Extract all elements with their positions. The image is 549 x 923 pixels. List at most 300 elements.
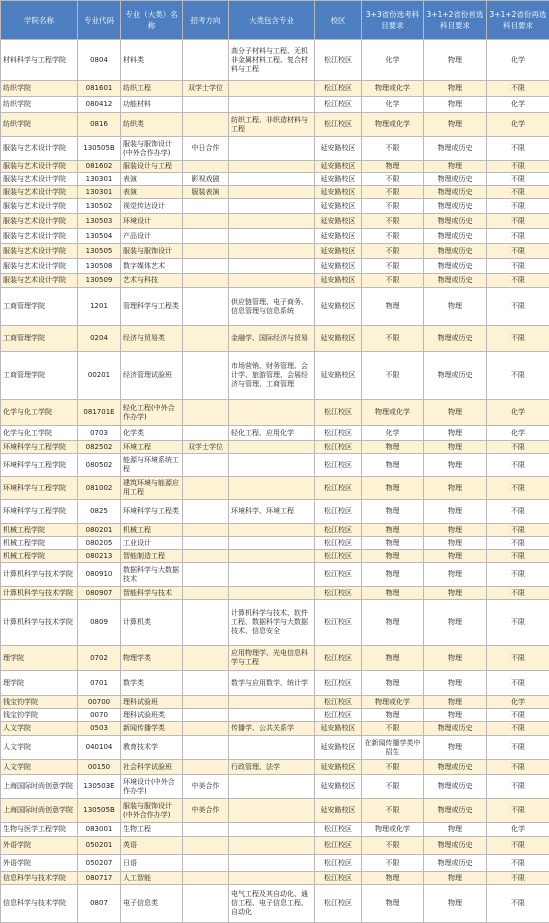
cell-major-name: 物理学类 xyxy=(121,646,183,671)
cell-req-33: 物理 xyxy=(362,709,424,722)
cell-direction xyxy=(183,288,229,326)
cell-req-33: 物理或化学 xyxy=(362,113,424,137)
cell-major-code: 130301 xyxy=(78,186,121,199)
cell-direction xyxy=(183,229,229,244)
cell-req-312-first: 物理 xyxy=(424,454,487,477)
cell-college: 工商管理学院 xyxy=(1,288,78,326)
cell-req-312-first: 物理 xyxy=(424,113,487,137)
cell-direction xyxy=(183,855,229,872)
cell-campus: 延安路校区 xyxy=(315,259,362,274)
header-college: 学院名称 xyxy=(1,1,78,40)
cell-req-312-first: 物理或历史 xyxy=(424,173,487,186)
cell-req-312-first: 物理或历史 xyxy=(424,352,487,400)
cell-req-312-second: 不限 xyxy=(487,352,549,400)
cell-req-33: 物理 xyxy=(362,288,424,326)
cell-included-majors: 数学与应用数学、统计学 xyxy=(229,671,315,696)
cell-included-majors xyxy=(229,81,315,97)
cell-req-33: 不限 xyxy=(362,855,424,872)
cell-college: 信息科学与技术学院 xyxy=(1,872,78,885)
cell-req-312-second: 不限 xyxy=(487,326,549,352)
cell-req-33: 物理 xyxy=(362,885,424,923)
cell-major-code: 0807 xyxy=(78,885,121,923)
cell-campus: 松江校区 xyxy=(315,426,362,441)
cell-major-name: 电子信息类 xyxy=(121,885,183,923)
cell-campus: 松江校区 xyxy=(315,113,362,137)
cell-req-312-first: 物理或历史 xyxy=(424,244,487,259)
cell-req-312-first: 物理 xyxy=(424,709,487,722)
cell-campus: 松江校区 xyxy=(315,600,362,646)
cell-campus: 松江校区 xyxy=(315,885,362,923)
cell-major-code: 0804 xyxy=(78,40,121,81)
cell-major-name: 社会科学试验班 xyxy=(121,760,183,775)
cell-major-name: 理科试验班类 xyxy=(121,709,183,722)
cell-included-majors xyxy=(229,400,315,426)
table-row xyxy=(1,477,549,500)
cell-campus: 延安路校区 xyxy=(315,274,362,288)
cell-req-312-second: 不限 xyxy=(487,137,549,161)
cell-college: 外语学院 xyxy=(1,855,78,872)
cell-direction: 服装表演 xyxy=(183,186,229,199)
cell-college: 服装与艺术设计学院 xyxy=(1,186,78,199)
cell-major-code: 080213 xyxy=(78,550,121,563)
cell-req-33: 物理 xyxy=(362,477,424,500)
cell-direction xyxy=(183,524,229,537)
cell-major-name: 产品设计 xyxy=(121,229,183,244)
cell-req-312-first: 物理 xyxy=(424,537,487,550)
cell-campus: 延安路校区 xyxy=(315,161,362,173)
cell-req-312-second: 不限 xyxy=(487,885,549,923)
cell-req-312-first: 物理 xyxy=(424,646,487,671)
cell-req-312-second: 不限 xyxy=(487,855,549,872)
cell-major-code: 080201 xyxy=(78,524,121,537)
cell-req-33: 不限 xyxy=(362,775,424,799)
cell-college: 服装与艺术设计学院 xyxy=(1,173,78,186)
cell-req-312-second: 化学 xyxy=(487,400,549,426)
cell-major-code: 0809 xyxy=(78,600,121,646)
cell-req-312-first: 物理 xyxy=(424,40,487,81)
cell-major-code: 080907 xyxy=(78,587,121,600)
table-row xyxy=(1,872,549,885)
cell-direction xyxy=(183,722,229,736)
cell-direction: 中美合作 xyxy=(183,775,229,799)
cell-college: 上海国际时尚创意学院 xyxy=(1,775,78,799)
cell-req-33: 不限 xyxy=(362,326,424,352)
cell-direction: 影视戏剧 xyxy=(183,173,229,186)
cell-req-312-second: 不限 xyxy=(487,199,549,214)
cell-included-majors xyxy=(229,736,315,760)
table-row xyxy=(1,885,549,923)
cell-included-majors xyxy=(229,823,315,837)
cell-req-312-second: 不限 xyxy=(487,537,549,550)
table-row xyxy=(1,671,549,696)
cell-req-312-first: 物理 xyxy=(424,550,487,563)
cell-major-code: 081002 xyxy=(78,477,121,500)
table-row xyxy=(1,40,549,81)
cell-included-majors: 金融学、国际经济与贸易 xyxy=(229,326,315,352)
cell-req-312-first: 物理或历史 xyxy=(424,199,487,214)
cell-req-312-first: 物理 xyxy=(424,400,487,426)
cell-major-code: 130503E xyxy=(78,775,121,799)
cell-req-33: 不限 xyxy=(362,259,424,274)
cell-college: 工商管理学院 xyxy=(1,352,78,400)
table-row xyxy=(1,500,549,524)
cell-included-majors xyxy=(229,550,315,563)
cell-req-312-first: 物理 xyxy=(424,823,487,837)
cell-req-33: 物理 xyxy=(362,600,424,646)
table-row xyxy=(1,113,549,137)
cell-req-312-first: 物理 xyxy=(424,587,487,600)
cell-major-code: 0503 xyxy=(78,722,121,736)
cell-req-33: 物理 xyxy=(362,441,424,454)
cell-campus: 延安路校区 xyxy=(315,244,362,259)
cell-included-majors xyxy=(229,775,315,799)
cell-campus: 延安路校区 xyxy=(315,352,362,400)
cell-college: 理学院 xyxy=(1,646,78,671)
cell-direction xyxy=(183,40,229,81)
cell-major-name: 服装与服饰设计(中外合作办学) xyxy=(121,799,183,823)
table-row xyxy=(1,696,549,709)
cell-campus: 松江校区 xyxy=(315,477,362,500)
cell-campus: 延安路校区 xyxy=(315,736,362,760)
cell-major-code: 080717 xyxy=(78,872,121,885)
cell-campus: 松江校区 xyxy=(315,537,362,550)
cell-req-33: 不限 xyxy=(362,244,424,259)
cell-req-312-first: 物理 xyxy=(424,885,487,923)
cell-req-312-second: 化学 xyxy=(487,40,549,81)
cell-included-majors: 行政管理、法学 xyxy=(229,760,315,775)
cell-major-code: 130301 xyxy=(78,173,121,186)
cell-req-312-second: 不限 xyxy=(487,722,549,736)
cell-college: 纺织学院 xyxy=(1,113,78,137)
cell-direction xyxy=(183,709,229,722)
cell-direction xyxy=(183,736,229,760)
cell-direction xyxy=(183,113,229,137)
cell-direction xyxy=(183,646,229,671)
cell-req-33: 物理 xyxy=(362,587,424,600)
header-campus: 校区 xyxy=(315,1,362,40)
cell-req-33: 物理或化学 xyxy=(362,400,424,426)
cell-included-majors: 计算机科学与技术、软件工程、数据科学与大数据技术、信息安全 xyxy=(229,600,315,646)
cell-req-33: 物理 xyxy=(362,646,424,671)
cell-included-majors xyxy=(229,537,315,550)
cell-major-name: 视觉传达设计 xyxy=(121,199,183,214)
cell-included-majors xyxy=(229,872,315,885)
table-row xyxy=(1,326,549,352)
table-row xyxy=(1,274,549,288)
cell-req-312-first: 物理 xyxy=(424,696,487,709)
table-row xyxy=(1,722,549,736)
cell-req-312-second: 不限 xyxy=(487,736,549,760)
cell-college: 机械工程学院 xyxy=(1,550,78,563)
cell-direction xyxy=(183,823,229,837)
cell-college: 机械工程学院 xyxy=(1,537,78,550)
table-row xyxy=(1,97,549,113)
cell-direction xyxy=(183,326,229,352)
cell-college: 纺织学院 xyxy=(1,81,78,97)
cell-included-majors xyxy=(229,587,315,600)
cell-req-33: 不限 xyxy=(362,352,424,400)
cell-req-312-second: 不限 xyxy=(487,214,549,229)
cell-college: 人文学院 xyxy=(1,722,78,736)
cell-included-majors xyxy=(229,709,315,722)
cell-direction xyxy=(183,760,229,775)
cell-college: 信息科学与技术学院 xyxy=(1,885,78,923)
cell-major-code: 130505B xyxy=(78,137,121,161)
cell-major-code: 130503 xyxy=(78,214,121,229)
cell-direction xyxy=(183,563,229,587)
table-row xyxy=(1,352,549,400)
cell-direction xyxy=(183,872,229,885)
cell-college: 服装与艺术设计学院 xyxy=(1,199,78,214)
cell-college: 服装与艺术设计学院 xyxy=(1,274,78,288)
cell-req-312-second: 不限 xyxy=(487,500,549,524)
cell-major-code: 130505 xyxy=(78,244,121,259)
cell-req-33: 不限 xyxy=(362,837,424,855)
cell-req-312-first: 物理或历史 xyxy=(424,186,487,199)
cell-req-33: 物理或化学 xyxy=(362,81,424,97)
cell-req-312-first: 物理或历史 xyxy=(424,274,487,288)
table-row xyxy=(1,823,549,837)
cell-campus: 松江校区 xyxy=(315,563,362,587)
cell-major-name: 英语 xyxy=(121,837,183,855)
cell-major-name: 数字媒体艺术 xyxy=(121,259,183,274)
cell-included-majors xyxy=(229,837,315,855)
header-major-code: 专业代码 xyxy=(78,1,121,40)
cell-req-312-first: 物理 xyxy=(424,872,487,885)
cell-req-312-first: 物理或历史 xyxy=(424,137,487,161)
cell-included-majors xyxy=(229,259,315,274)
cell-req-33: 不限 xyxy=(362,722,424,736)
cell-campus: 延安路校区 xyxy=(315,186,362,199)
cell-major-name: 机械工程 xyxy=(121,524,183,537)
cell-included-majors xyxy=(229,199,315,214)
cell-included-majors xyxy=(229,441,315,454)
cell-req-33: 不限 xyxy=(362,137,424,161)
cell-major-name: 艺术与科技 xyxy=(121,274,183,288)
cell-major-name: 智能科学与技术 xyxy=(121,587,183,600)
cell-major-code: 080502 xyxy=(78,454,121,477)
cell-req-312-second: 不限 xyxy=(487,709,549,722)
header-row xyxy=(1,1,549,40)
cell-included-majors: 供应链管理、电子商务、信息管理与信息系统 xyxy=(229,288,315,326)
cell-included-majors xyxy=(229,799,315,823)
cell-campus: 延安路校区 xyxy=(315,229,362,244)
cell-req-312-first: 物理 xyxy=(424,288,487,326)
cell-direction xyxy=(183,97,229,113)
cell-req-33: 不限 xyxy=(362,799,424,823)
header-33-requirement: 3+3省份选考科目要求 xyxy=(362,1,424,40)
table-row xyxy=(1,81,549,97)
table-row xyxy=(1,454,549,477)
table-row xyxy=(1,229,549,244)
cell-campus: 松江校区 xyxy=(315,855,362,872)
cell-major-code: 082502 xyxy=(78,441,121,454)
cell-campus: 松江校区 xyxy=(315,441,362,454)
cell-college: 理学院 xyxy=(1,671,78,696)
cell-req-33: 物理 xyxy=(362,563,424,587)
cell-college: 化学与化工学院 xyxy=(1,426,78,441)
cell-req-33: 不限 xyxy=(362,229,424,244)
cell-campus: 松江校区 xyxy=(315,671,362,696)
table-row xyxy=(1,537,549,550)
cell-included-majors xyxy=(229,161,315,173)
cell-major-name: 智能制造工程 xyxy=(121,550,183,563)
cell-major-code: 080910 xyxy=(78,563,121,587)
cell-req-33: 物理 xyxy=(362,454,424,477)
cell-direction xyxy=(183,400,229,426)
cell-req-33: 物理 xyxy=(362,537,424,550)
cell-req-33: 不限 xyxy=(362,173,424,186)
cell-included-majors: 纺织工程、非织造材料与工程 xyxy=(229,113,315,137)
cell-campus: 松江校区 xyxy=(315,81,362,97)
table-row xyxy=(1,600,549,646)
cell-major-code: 0702 xyxy=(78,646,121,671)
cell-major-code: 083001 xyxy=(78,823,121,837)
table-row xyxy=(1,400,549,426)
cell-major-name: 计算机类 xyxy=(121,600,183,646)
cell-req-312-second: 不限 xyxy=(487,186,549,199)
table-row xyxy=(1,736,549,760)
cell-direction xyxy=(183,352,229,400)
cell-direction xyxy=(183,550,229,563)
table-row xyxy=(1,587,549,600)
cell-req-312-first: 物理或历史 xyxy=(424,214,487,229)
cell-direction xyxy=(183,259,229,274)
cell-major-code: 081701E xyxy=(78,400,121,426)
cell-req-312-first: 物理或历史 xyxy=(424,855,487,872)
cell-major-name: 数据科学与大数据技术 xyxy=(121,563,183,587)
cell-direction xyxy=(183,671,229,696)
cell-included-majors xyxy=(229,229,315,244)
cell-campus: 松江校区 xyxy=(315,40,362,81)
cell-college: 服装与艺术设计学院 xyxy=(1,137,78,161)
cell-major-code: 130504 xyxy=(78,229,121,244)
cell-direction xyxy=(183,161,229,173)
cell-included-majors xyxy=(229,173,315,186)
cell-included-majors: 轻化工程、应用化学 xyxy=(229,426,315,441)
cell-major-name: 环境工程 xyxy=(121,441,183,454)
table-row xyxy=(1,524,549,537)
cell-req-312-first: 物理 xyxy=(424,736,487,760)
cell-direction: 中日合作 xyxy=(183,137,229,161)
cell-college: 纺织学院 xyxy=(1,97,78,113)
cell-college: 上海国际时尚创意学院 xyxy=(1,799,78,823)
cell-req-312-second: 化学 xyxy=(487,426,549,441)
header-major-name: 专业（大类）名称 xyxy=(121,1,183,40)
cell-major-code: 0816 xyxy=(78,113,121,137)
cell-major-name: 教育技术学 xyxy=(121,736,183,760)
cell-major-code: 081602 xyxy=(78,161,121,173)
cell-campus: 松江校区 xyxy=(315,872,362,885)
table-row xyxy=(1,441,549,454)
cell-req-312-second: 不限 xyxy=(487,775,549,799)
cell-major-code: 0825 xyxy=(78,500,121,524)
cell-campus: 延安路校区 xyxy=(315,722,362,736)
cell-req-33: 不限 xyxy=(362,760,424,775)
cell-req-312-first: 物理 xyxy=(424,600,487,646)
cell-college: 环境科学与工程学院 xyxy=(1,454,78,477)
cell-campus: 松江校区 xyxy=(315,454,362,477)
cell-direction xyxy=(183,426,229,441)
cell-college: 环境科学与工程学院 xyxy=(1,500,78,524)
cell-included-majors xyxy=(229,214,315,229)
cell-req-33: 物理 xyxy=(362,671,424,696)
cell-direction xyxy=(183,214,229,229)
cell-college: 人文学院 xyxy=(1,760,78,775)
cell-included-majors xyxy=(229,244,315,259)
header-direction: 招考方向 xyxy=(183,1,229,40)
cell-college: 化学与化工学院 xyxy=(1,400,78,426)
cell-req-33: 化学 xyxy=(362,97,424,113)
cell-req-312-first: 物理或历史 xyxy=(424,760,487,775)
table-row xyxy=(1,760,549,775)
cell-req-33: 在新闻传播学类中招生 xyxy=(362,736,424,760)
cell-major-code: 130508 xyxy=(78,259,121,274)
cell-major-code: 050207 xyxy=(78,855,121,872)
cell-college: 计算机科学与技术学院 xyxy=(1,587,78,600)
table-row xyxy=(1,646,549,671)
cell-major-name: 服装与服饰设计 xyxy=(121,244,183,259)
cell-direction: 双学士学位 xyxy=(183,441,229,454)
cell-major-name: 生物工程 xyxy=(121,823,183,837)
cell-req-33: 不限 xyxy=(362,214,424,229)
cell-included-majors xyxy=(229,524,315,537)
cell-major-name: 功能材料 xyxy=(121,97,183,113)
cell-included-majors: 传播学、公共关系学 xyxy=(229,722,315,736)
cell-college: 服装与艺术设计学院 xyxy=(1,259,78,274)
cell-college: 工商管理学院 xyxy=(1,326,78,352)
cell-req-312-second: 不限 xyxy=(487,244,549,259)
cell-req-312-first: 物理或历史 xyxy=(424,799,487,823)
cell-campus: 松江校区 xyxy=(315,550,362,563)
cell-major-code: 00700 xyxy=(78,696,121,709)
cell-major-name: 环境设计 xyxy=(121,214,183,229)
cell-req-33: 化学 xyxy=(362,426,424,441)
cell-req-33: 物理 xyxy=(362,872,424,885)
cell-major-name: 数学类 xyxy=(121,671,183,696)
cell-req-312-second: 不限 xyxy=(487,259,549,274)
cell-direction xyxy=(183,244,229,259)
cell-college: 服装与艺术设计学院 xyxy=(1,229,78,244)
cell-req-312-second: 不限 xyxy=(487,872,549,885)
cell-major-name: 能源与环境系统工程 xyxy=(121,454,183,477)
cell-major-code: 00201 xyxy=(78,352,121,400)
cell-campus: 延安路校区 xyxy=(315,137,362,161)
cell-major-code: 0703 xyxy=(78,426,121,441)
cell-req-33: 不限 xyxy=(362,186,424,199)
cell-req-312-second: 不限 xyxy=(487,646,549,671)
cell-direction xyxy=(183,600,229,646)
cell-major-name: 管理科学与工程类 xyxy=(121,288,183,326)
cell-req-33: 化学 xyxy=(362,40,424,81)
cell-direction xyxy=(183,274,229,288)
cell-req-33: 物理 xyxy=(362,500,424,524)
cell-campus: 松江校区 xyxy=(315,524,362,537)
cell-req-312-second: 化学 xyxy=(487,113,549,137)
cell-included-majors xyxy=(229,477,315,500)
cell-req-312-second: 不限 xyxy=(487,799,549,823)
cell-major-code: 1201 xyxy=(78,288,121,326)
cell-major-code: 0070 xyxy=(78,709,121,722)
cell-campus: 松江校区 xyxy=(315,400,362,426)
cell-campus: 延安路校区 xyxy=(315,326,362,352)
cell-college: 环境科学与工程学院 xyxy=(1,441,78,454)
cell-req-312-first: 物理 xyxy=(424,671,487,696)
table-row xyxy=(1,161,549,173)
table-row xyxy=(1,563,549,587)
cell-major-code: 130502 xyxy=(78,199,121,214)
cell-direction: 双学士学位 xyxy=(183,81,229,97)
